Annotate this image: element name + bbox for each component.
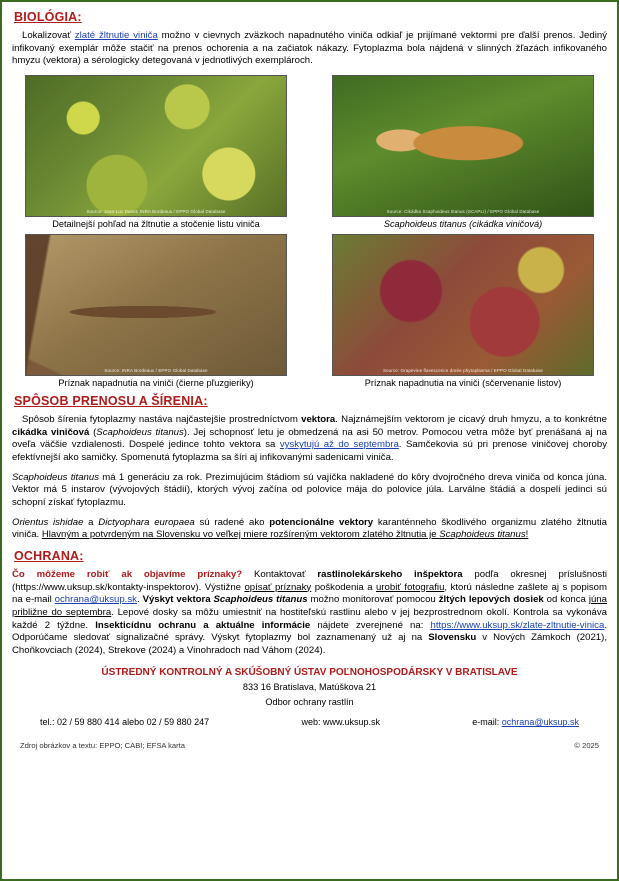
footer-contacts <box>12 717 607 727</box>
figure-row-1 <box>12 75 607 231</box>
footer-copyright: © 2025 <box>574 741 599 751</box>
section-heading-transfer: SPÔSOB PRENOSU A ŠÍRENIA: <box>14 393 208 408</box>
protection-a11: v Nových Zámkoch (2021), Choňkovciach (2024), Strekove (2024) a Vinohradoch nad Váhom (2024). <box>12 632 607 656</box>
protection-a10: . Odporúčame sledovať signalizačné správy. Výskyt fytoplazmy bol zaznamenaný už aj na <box>12 619 607 644</box>
footer-organization: ÚSTREDNÝ KONTROLNÝ A SKÚŠOBNÝ ÚSTAV POĽNOHOSPODÁRSKY V BRATISLAVE <box>101 667 518 679</box>
figure-1-caption: Detailnejší pohľad na žltnutie a stočenie listu viniča <box>52 218 260 229</box>
transfer-p1-d: ). Jej schopnosť letu je obmedzená na asi 50 metrov. Pomocou vetra môže byť prenášaná aj na oveľa väčšie vzdialenosti. Dospelé jedince tohto vektora sa <box>12 426 608 451</box>
transfer-paragraph-3 <box>12 517 607 542</box>
biology-text-a: Lokalizovať <box>22 30 75 41</box>
transfer-p3-underline-a: Hlavným a potvrdeným na Slovensku vo veľkej miere rozšíreným vektorom zlatého žltnutia je <box>41 529 440 541</box>
figure-2-caption: Scaphoideus titanus (cikádka viničová) <box>383 218 543 229</box>
transfer-p1-b: . Najznámejším vektorom je cicavý druh hmyzu, a to konkrétne <box>335 413 607 425</box>
protection-a3: poškodenia a <box>311 581 377 593</box>
footer-department: Odbor ochrany rastlín <box>265 697 354 708</box>
transfer-p3-underline-italic: Scaphoideus titanus <box>439 529 526 541</box>
figure-gallery <box>12 75 607 390</box>
protection-question: Čo môžeme robiť ak objavíme príznaky? <box>12 568 243 580</box>
transfer-p1-bold-vektora: vektora <box>301 413 336 425</box>
transfer-p1-link[interactable]: vyskytujú až do septembra <box>279 439 399 451</box>
footer-email <box>472 717 579 727</box>
biology-paragraph <box>12 30 607 68</box>
figure-2-watermark: Source: Cikádka Scaphoideus titanus (SCAPLI) / EPPO Global Database <box>386 208 540 214</box>
protection-bold-inspector: rastlinolekárskeho inšpektora <box>317 568 463 580</box>
biology-text-b: možno v cievnych zväzkoch napadnutého viniča odkiaľ je prijímané vektormi pre ďalší prenos. Jediný infikovaný exemplár môže stačiť na prenos ochorenia a na začiatok nákazy. Fytoplazma bola nájdená v slinných žľazách infikovaného hmyzu (vektora) a sérologicky detegovaná v jednotlivých exemplároch. <box>12 30 607 67</box>
footer <box>12 667 607 750</box>
figure-1-image <box>25 75 287 217</box>
transfer-p3-c: karanténneho škodlivého organizmu zlatého žltnutia viniča. <box>12 516 608 541</box>
protection-bolditalic-species: Scaphoideus titanus <box>213 594 308 606</box>
protection-a1: Kontaktovať <box>242 568 318 580</box>
transfer-p2-italic-species: Scaphoideus titanus <box>12 471 100 483</box>
protection-website-link[interactable]: https://www.uksup.sk/zlate-zltnutie-vinica <box>430 619 605 631</box>
protection-a2: podľa okresnej príslušnosti (https://www.uksup.sk/kontakty-inspektorov). Výstižne <box>12 568 608 593</box>
figure-1-watermark: Source: Jean-Luc Danet, INRA Bordeaux / EPPO Global Database <box>86 208 226 214</box>
transfer-paragraph-1 <box>12 414 607 465</box>
protection-a5: . <box>136 594 143 606</box>
transfer-p1-c: ( <box>89 426 97 438</box>
figure-3-caption: Príznak napadnutia na viniči (čierne pľuzgieriky) <box>58 378 254 389</box>
transfer-p3-italic-orientus: Orientus ishidae <box>12 516 84 528</box>
protection-a6: možno monitorovať pomocou <box>307 594 439 606</box>
protection-a8: . Lepové dosky sa môžu umiestniť na hostiteľskú rastlinu alebo v jej bezprostrednom okolí. Kontrola sa vykonáva každé 2 týždne. <box>12 606 608 631</box>
footer-web: web: www.uksup.sk <box>301 717 380 728</box>
protection-a7: od konca <box>543 594 589 606</box>
footer-address: 833 16 Bratislava, Matúškova 21 <box>242 682 377 693</box>
protection-bold-slovakia: Slovensku <box>428 632 477 644</box>
protection-underline-describe: opísať príznaky <box>244 581 312 593</box>
figure-3 <box>12 234 300 390</box>
section-heading-protection: OCHRANA: <box>14 548 84 563</box>
transfer-p2-a: má 1 generáciu za rok. Prezimujúcim štádiom sú vajíčka nakladené do kôry dvojročného dreva viniča od konca júna. Vektor má 5 instarov (vývojových štádií), ktorých vývoj začína od polovice mája do polovice júla. Larválne štádiá a dospelí jedinci sú schopní získať fytoplazmu. <box>12 471 607 508</box>
transfer-p1-a: Spôsob šírenia fytoplazmy nastáva najčastejšie prostredníctvom <box>22 413 302 425</box>
figure-3-watermark: Source: INRA Bordeaux / EPPO Global Database <box>104 368 208 374</box>
protection-underline-period: júna približne do septembra <box>12 594 607 618</box>
figure-1 <box>12 75 300 231</box>
protection-underline-photo: urobiť fotografiu <box>376 581 445 593</box>
footer-source: Zdroj obrázkov a textu: EPPO; CABI; EFSA karta <box>20 741 186 751</box>
protection-email-link[interactable]: ochrana@uksup.sk <box>54 594 137 606</box>
transfer-p1-bold-cikadka: cikádka viničová <box>12 426 90 438</box>
figure-row-2 <box>12 234 607 390</box>
protection-bold-traps: žltých lepových dosiek <box>438 594 544 606</box>
footer-telephone: tel.: 02 / 59 880 414 alebo 02 / 59 880 247 <box>40 717 210 728</box>
protection-paragraph <box>12 569 607 658</box>
transfer-p3-underline-b: ! <box>525 529 529 541</box>
protection-bold-vector: Výskyt vektora <box>142 594 214 606</box>
transfer-p3-b: sú radené ako <box>194 516 270 528</box>
figure-4-image <box>332 234 594 376</box>
transfer-p3-italic-dictyophara: Dictyophara europaea <box>98 516 195 528</box>
figure-4-caption: Príznak napadnutia na viniči (sčervenanie listov) <box>364 378 562 389</box>
footer-email-label: e-mail: <box>472 717 502 728</box>
transfer-p3-bold-vectors: potencionálne vektory <box>269 516 374 528</box>
transfer-p1-italic-species: Scaphoideus titanus <box>96 426 184 438</box>
footer-email-link[interactable]: ochrana@uksup.sk <box>501 717 579 728</box>
figure-2 <box>319 75 607 231</box>
protection-a4: , ktorú následne zašlete aj s popisom na e-mail <box>12 581 607 606</box>
transfer-p3-a: a <box>83 516 99 528</box>
figure-3-image <box>25 234 287 376</box>
section-heading-biology: BIOLÓGIA: <box>14 10 82 24</box>
transfer-paragraph-2 <box>12 472 607 510</box>
figure-2-image <box>332 75 594 217</box>
biology-inline-link[interactable]: zlaté žltnutie viniča <box>74 30 158 41</box>
protection-bold-insecticide: Insekticídnu ochranu a aktuálne informácie <box>95 619 311 631</box>
protection-a9: nájdete zverejnené na: <box>310 619 431 631</box>
figure-4 <box>319 234 607 390</box>
transfer-p1-e: . Samčekovia sú pri prenose viničovej choroby efektívnejší ako samičky. Spomenutá fytoplazma sa šíri aj infikovanými sadenicami viniča. <box>12 439 607 463</box>
footer-source-line <box>12 741 607 750</box>
figure-4-watermark: Source: Grapevine flavescence dorée phytoplasma / EPPO Global Database <box>382 368 544 374</box>
